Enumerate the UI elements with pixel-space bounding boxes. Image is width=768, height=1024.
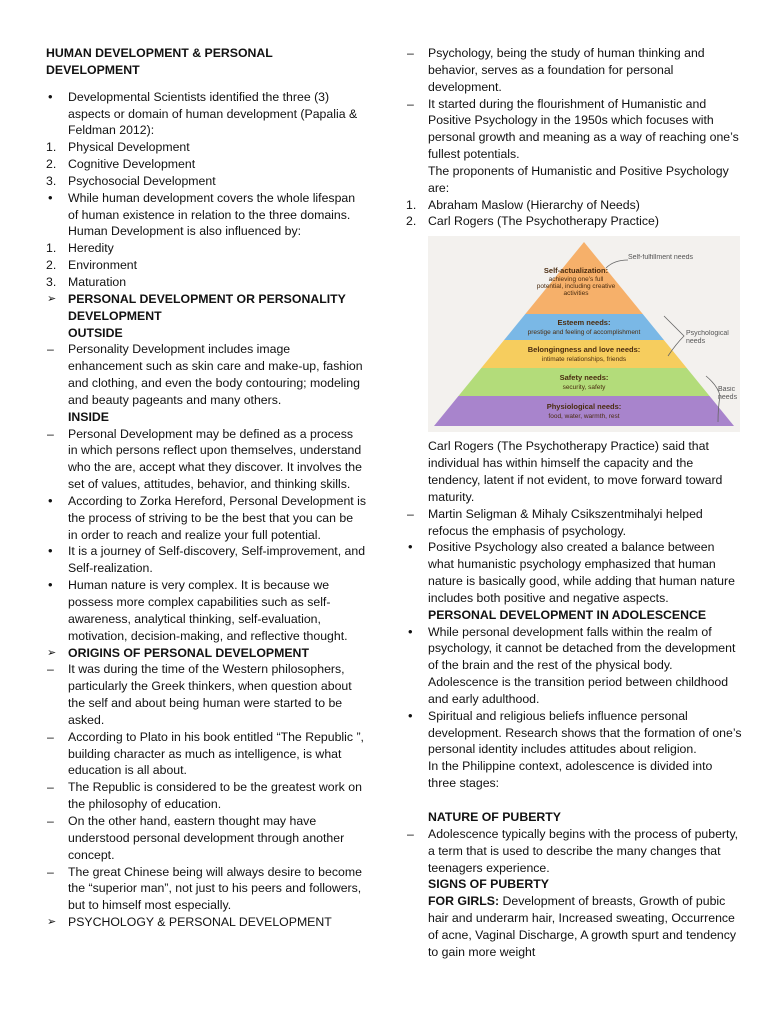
label-wrap	[686, 330, 740, 352]
adolescence-text: While personal development falls within the realm of psychology, it cannot be detached from the development of the brain and the rest of the physical body. Adolescence is the transition period between childhood and early adulthood.	[428, 624, 736, 706]
origins-item: It was during the time of the Western philosophers, particularly the Greek thinkers, when question about the self and about being human were started to be asked.	[68, 662, 352, 727]
needs-label: Self-fulfillment needs	[628, 254, 693, 262]
dash-item: Psychology, being the study of human thinking and behavior, serves as a foundation for personal development.	[428, 46, 705, 94]
list-item: 1. Heredity	[46, 241, 114, 256]
lifespan-bullet-text: While human development covers the whole lifespan of human existence in relation to the three domains. Human Development is also influenced by:	[68, 190, 356, 239]
psych-heading-text: PSYCHOLOGY & PERSONAL DEVELOPMENT	[68, 915, 332, 930]
list-item: – Adolescence typically begins with the process of puberty, a term that is used to describe the many changes that teenagers experience.	[407, 826, 739, 875]
philippine-text: In the Philippine context, adolescence is divided into three stages:	[428, 759, 713, 791]
level-desc: security, safety	[562, 384, 606, 392]
right-column	[406, 45, 742, 961]
positive-text: Positive Psychology also created a balance between what humanistic psychology emphasized that human nature is basically good, while adding that human nature includes both positive and negative aspects.	[428, 540, 735, 605]
level-desc-wrap	[536, 276, 616, 312]
list-item: 2. Environment	[46, 258, 138, 273]
level-title: Esteem needs:	[557, 318, 611, 328]
origins-item: On the other hand, eastern thought may have understood personal development through another concept.	[68, 813, 345, 862]
level-desc: intimate relationships, friends	[541, 356, 627, 364]
adolescence-heading: PERSONAL DEVELOPMENT IN ADOLESCENCE	[428, 607, 707, 622]
influence-item: Heredity	[68, 241, 114, 256]
label-wrap	[718, 386, 740, 416]
puberty-text: Adolescence typically begins with the process of puberty, a term that is used to describe the many changes that teenagers experience.	[428, 826, 739, 875]
spiritual-text: Spiritual and religious beliefs influence personal development. Research shows that the formation of one’s personal identity includes attitudes about religion.	[428, 708, 742, 757]
seligman-text: Martin Seligman & Mihaly Csikszentmihalyi helped refocus the emphasis of psychology.	[428, 506, 703, 538]
list-item: • According to Zorka Hereford, Personal Development is the process of striving to be the best that you can be in order to reach and realize your full potential.	[48, 492, 366, 542]
girls-paragraph	[406, 893, 742, 960]
list-item: • It is a journey of Self-discovery, Self-improvement, and Self-realization.	[48, 543, 366, 576]
pyramid-level-physiological	[428, 396, 740, 426]
origins-item: The great Chinese being will always desire to become the “superior man”, not just to his peers and followers, but to himself most especially.	[68, 864, 362, 913]
list-item: 3. Psychosocial Development	[46, 173, 216, 188]
rogers-text: Carl Rogers (The Psychotherapy Practice) said that individual has within himself the capacity and the tendency, latent if not evident, to move forward toward maturity.	[428, 439, 723, 504]
list-item: • Spiritual and religious beliefs influence personal development. Research shows that the formation of one’s personal identity includes attitudes about religion.	[408, 707, 742, 757]
level-desc: prestige and feeling of accomplishment	[527, 329, 641, 337]
list-item: 2. Carl Rogers (The Psychotherapy Practice)	[406, 214, 659, 229]
outside-label: OUTSIDE	[68, 325, 123, 340]
list-item: – Psychology, being the study of human thinking and behavior, serves as a foundation for personal development.	[407, 46, 705, 94]
list-item: 3. Maturation	[46, 274, 127, 289]
list-item: • While personal development falls within the realm of psychology, it cannot be detached from the development of the brain and the rest of the physical body. Adolescence is the transition period between childhood and early adulthood.	[408, 623, 736, 706]
influence-item: Environment	[68, 258, 138, 273]
intro-bullet-text: Developmental Scientists identified the three (3) aspects or domain of human development (Papalia & Feldman 2012):	[68, 89, 358, 138]
list-item: – The Republic is considered to be the greatest work on the philosophy of education.	[47, 780, 362, 812]
list-item: 1. Physical Development	[46, 140, 190, 155]
origins-item: According to Plato in his book entitled “The Republic ”, building character as much as intelligence, is what education is all about.	[68, 729, 364, 778]
list-item: – On the other hand, eastern thought may have understood personal development through another concept.	[47, 813, 345, 862]
list-item: – Personality Development includes image enhancement such as skin care and make-up, fashion and clothing, and even the body contouring; modeling and beauty pageants and many others.	[47, 342, 363, 407]
proponent-item: Abraham Maslow (Hierarchy of Needs)	[428, 197, 640, 212]
level-title: Belongingness and love needs:	[527, 345, 641, 355]
list-item: 2. Cognitive Development	[46, 157, 196, 172]
list-item: 1. Abraham Maslow (Hierarchy of Needs)	[406, 197, 640, 212]
signs-heading: SIGNS OF PUBERTY	[428, 877, 549, 892]
inside-label: INSIDE	[68, 409, 109, 424]
domain-item: Physical Development	[68, 140, 190, 155]
page-title: HUMAN DEVELOPMENT & PERSONAL DEVELOPMENT	[46, 46, 273, 77]
influence-item: Maturation	[68, 274, 127, 289]
list-item: • While human development covers the whole lifespan of human existence in relation to the three domains. Human Development is also influenced by:	[48, 189, 356, 239]
list-item: – Martin Seligman & Mihaly Csikszentmihalyi helped refocus the emphasis of psychology.	[407, 506, 703, 538]
list-item: – Personal Development may be defined as a process in which persons reflect upon themselves, understand who the are, accept what they discover. It involves the set of values, attitudes, behavior, and thinking skills.	[47, 426, 362, 492]
domain-item: Psychosocial Development	[68, 173, 216, 188]
list-item: – According to Plato in his book entitled “The Republic ”, building character as much as intelligence, is what education is all about.	[47, 729, 364, 778]
inside-text: Personal Development may be defined as a process in which persons reflect upon themselves, understand who the are, accept what they discover. It involves the set of values, attitudes, behavior, and thinking skills.	[68, 426, 362, 492]
level-title: Self-actualization:	[543, 266, 609, 276]
girls-text: Development of breasts, Growth of pubic hair and underarm hair, Increased sweating, Occurrence of acne, Vaginal Discharge, A growth spurt and tendency to gain more weight	[428, 894, 737, 959]
proponent-item: Carl Rogers (The Psychotherapy Practice)	[428, 214, 659, 229]
maslow-pyramid-image	[428, 236, 740, 432]
section-heading: ➢ PERSONAL DEVELOPMENT OR PERSONALITY DEVELOPMENT	[47, 291, 346, 323]
left-column	[46, 45, 366, 931]
level-desc: food, water, warmth, rest	[548, 413, 620, 421]
level-title: Safety needs:	[559, 373, 609, 383]
girls-label: FOR GIRLS:	[428, 894, 500, 909]
complex-text: Human nature is very complex. It is because we possess more complex capabilities such as self-awareness, analytical thinking, self-evaluation, motivation, decision-making, and reflective thought.	[68, 578, 348, 643]
level-title: Physiological needs:	[546, 402, 622, 412]
domain-item: Cognitive Development	[68, 157, 196, 172]
hereford-text: According to Zorka Hereford, Personal Development is the process of striving to be the best that you can be in order to reach and realize your full potential.	[68, 493, 366, 542]
origins-heading-text: ORIGINS OF PERSONAL DEVELOPMENT	[68, 645, 309, 660]
proponents-text: The proponents of Humanistic and Positive Psychology are:	[428, 163, 729, 195]
spacer	[406, 792, 742, 809]
puberty-heading: NATURE OF PUBERTY	[428, 810, 561, 824]
origins-item: The Republic is considered to be the greatest work on the philosophy of education.	[68, 780, 362, 812]
list-item: • Human nature is very complex. It is because we possess more complex capabilities such as self-awareness, analytical thinking, self-evaluation, motivation, decision-making, and reflective thought.	[48, 577, 348, 643]
outside-text: Personality Development includes image enhancement such as skin care and make-up, fashion and clothing, and even the body contouring; modeling and beauty pageants and many others.	[68, 342, 363, 407]
journey-text: It is a journey of Self-discovery, Self-improvement, and Self-realization.	[68, 544, 366, 576]
level-desc: achieving one’s full potential, including creative activities	[536, 276, 616, 298]
pd-heading-text: PERSONAL DEVELOPMENT OR PERSONALITY DEVELOPMENT	[68, 291, 346, 323]
needs-label: Basic needs	[718, 386, 738, 402]
dash-item: It started during the flourishment of Humanistic and Positive Psychology in the 1950s which focuses with personal growth and meaning as a way of reaching one’s fullest potentials.	[428, 96, 739, 162]
list-item: • Developmental Scientists identified the three (3) aspects or domain of human development (Papalia & Feldman 2012):	[48, 88, 358, 138]
list-item: – It was during the time of the Western philosophers, particularly the Greek thinkers, when question about the self and about being human were started to be asked.	[47, 662, 352, 727]
label-wrap	[628, 254, 698, 276]
list-item: – It started during the flourishment of Humanistic and Positive Psychology in the 1950s which focuses with personal growth and meaning as a way of reaching one’s fullest potentials.	[407, 96, 739, 162]
list-item: – The great Chinese being will always desire to become the “superior man”, not just to his peers and followers, but to himself most especially.	[47, 864, 362, 913]
list-item: • Positive Psychology also created a balance between what humanistic psychology emphasized that human nature is basically good, while adding that human nature includes both positive and negative aspects.	[408, 539, 735, 605]
needs-label: Psychological needs	[686, 330, 729, 346]
section-heading: ➢ ORIGINS OF PERSONAL DEVELOPMENT	[47, 645, 309, 660]
section-heading: ➢ PSYCHOLOGY & PERSONAL DEVELOPMENT	[47, 915, 332, 930]
